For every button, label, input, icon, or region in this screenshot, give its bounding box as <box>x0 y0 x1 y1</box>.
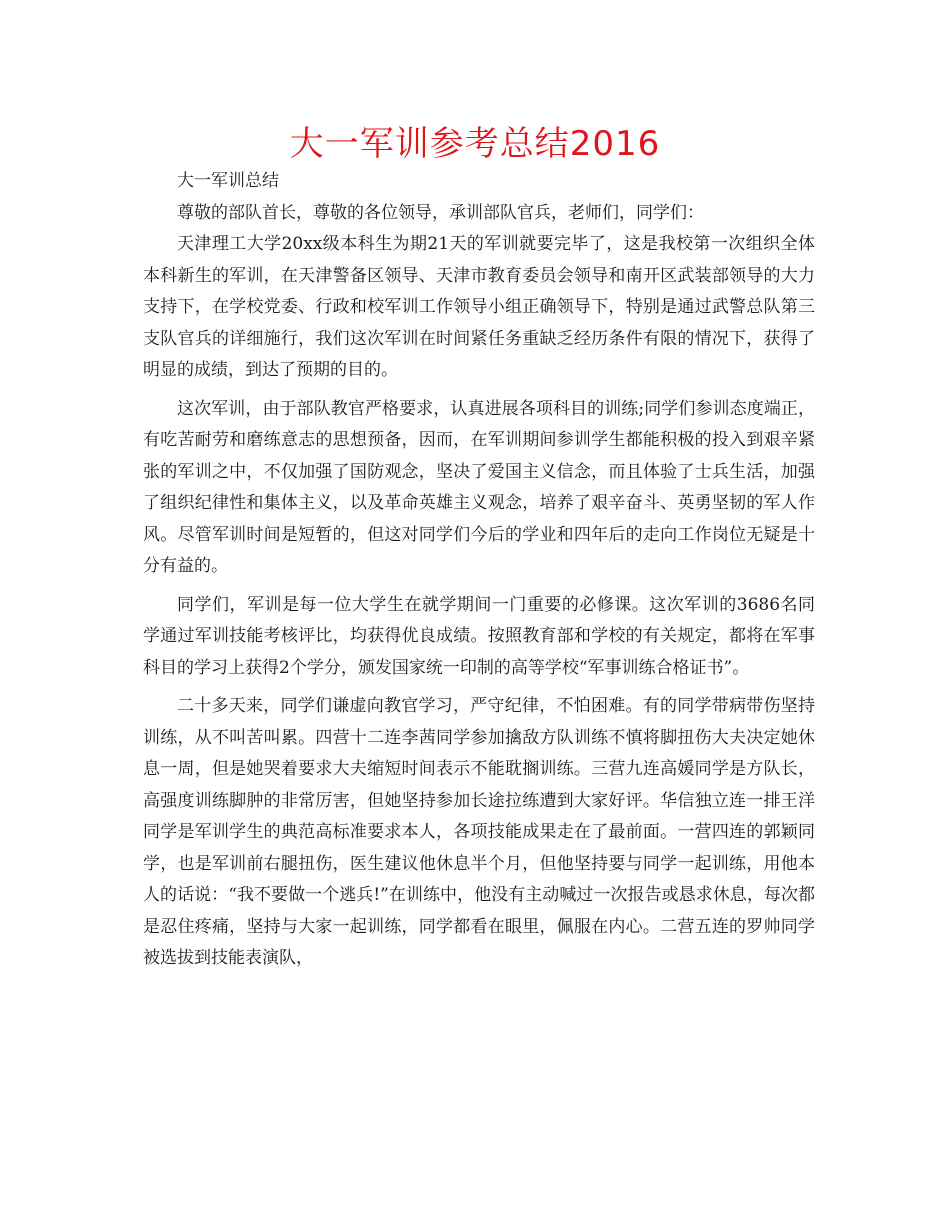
paragraph-intro: 天津理工大学20xx级本科生为期21天的军训就要完毕了，这是我校第一次组织全体本科新生的军训，在天津警备区领导、天津市教育委员会领导和南开区武装部领导的大力支持下，在学校党委、行政和校军训工作领导小组正确领导下，特别是通过武警总队第三支队官兵的详细施行，我们这次军训在时间紧任务重缺乏经历条件有限的情况下，获得了明显的成绩，到达了预期的目的。 <box>143 234 815 380</box>
document-title: 大一军训参考总结2016 <box>289 124 661 164</box>
paragraph-training-overview: 这次军训，由于部队教官严格要求，认真进展各项科目的训练;同学们参训态度端正，有吃苦耐劳和磨练意志的思想预备，因而，在军训期间参训学生都能积极的投入到艰辛紧张的军训之中，不仅加强了国防观念，坚决了爱国主义信念，而且体验了士兵生活，加强了组织纪律性和集体主义，以及革命英雄主义观念，培养了艰辛奋斗、英勇坚韧的军人作风。尽管军训时间是短暂的，但这对同学们今后的学业和四年后的走向工作岗位无疑是十分有益的。 <box>143 398 815 576</box>
paragraph-heading: 大一军训总结 <box>177 171 279 191</box>
document-body <box>143 166 815 975</box>
paragraph-salutation: 尊敬的部队首长，尊敬的各位领导，承训部队官兵，老师们，同学们： <box>177 202 704 223</box>
paragraph-student-examples: 二十多天来，同学们谦虚向教官学习，严守纪律，不怕困难。有的同学带病带伤坚持训练，从不叫苦叫累。四营十二连李茜同学参加擒敌方队训练不慎将脚扭伤大夫决定她休息一周，但是她哭着要求大夫缩短时间表示不能耽搁训练。三营九连高媛同学是方队长，高强度训练脚肿的非常厉害，但她坚持参加长途拉练遭到大家好评。华信独立连一排王洋同学是军训学生的典范高标准要求本人，各项技能成果走在了最前面。一营四连的郭颖同学，也是军训前右腿扭伤，医生建议他休息半个月，但他坚持要与同学一起训练，用他本人的话说：“我不要做一个逃兵!”在训练中，他没有主动喊过一次报告或恳求休息，每次都是忍住疼痛，坚持与大家一起训练，同学都看在眼里，佩服在内心。二营五连的罗帅同学被选拔到技能表演队， <box>143 696 815 968</box>
paragraph-credits: 同学们，军训是每一位大学生在就学期间一门重要的必修课。这次军训的3686名同学通过军训技能考核评比，均获得优良成绩。按照教育部和学校的有关规定，都将在军事科目的学习上获得2个学分，颁发国家统一印制的高等学校“军事训练合格证书”。 <box>143 594 815 678</box>
